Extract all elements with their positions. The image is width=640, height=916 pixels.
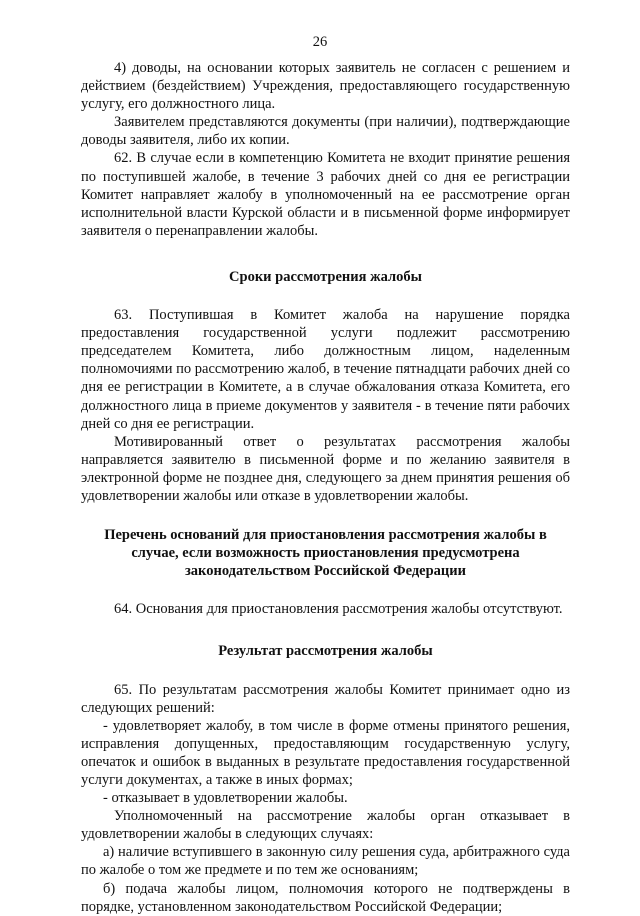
document-body xyxy=(81,59,570,916)
list-item-case-a: а) наличие вступившего в законную силу решения суда, арбитражного суда по жалобе о том же предмете и по тем же основаниям; xyxy=(81,844,570,879)
page-number: 26 xyxy=(312,34,328,50)
paragraph-65: 65. По результатам рассмотрения жалобы Комитет принимает одно из следующих решений: xyxy=(81,681,570,716)
paragraph-refusal-intro: Уполномоченный на рассмотрение жалобы орган отказывает в удовлетворении жалобы в следующих случаях: xyxy=(81,808,570,843)
list-item-satisfy: - удовлетворяет жалобу, в том числе в форме отмены принятого решения, исправления допущенных, предоставляющим государственную услугу, опечаток и ошибок в выданных в результате предоставления государственной услуги документах, а также в иных формах; xyxy=(81,717,570,788)
section-heading-result: Результат рассмотрения жалобы xyxy=(218,643,433,660)
paragraph-item-4: 4) доводы, на основании которых заявитель не согласен с решением и действием (бездействием) Учреждения, предоставляющего государственную услугу, его должностного лица. xyxy=(81,60,570,113)
paragraph-motivated-answer: Мотивированный ответ о результатах рассмотрения жалобы направляется заявителю в письменной форме и по желанию заявителя в электронной форме не позднее дня, следующего за днем принятия решения об удовлетворении жалобы или отказе в удовлетворении жалобы. xyxy=(81,433,570,504)
list-item-case-b: б) подача жалобы лицом, полномочия которого не подтверждены в порядке, установленном законодательством Российской Федерации; xyxy=(81,880,570,915)
heading-line: случае, если возможность приостановления предусмотрена xyxy=(131,545,520,562)
section-heading-terms: Сроки рассмотрения жалобы xyxy=(229,268,422,285)
paragraph-62: 62. В случае если в компетенцию Комитета не входит принятие решения по поступившей жалобе, в течение 3 рабочих дней со дня ее регистрации Комитет направляет жалобу в уполномоченный на ее рассмотрение орган исполнительной власти Курской области и в письменной форме информирует заявителя о перенаправлении жалобы. xyxy=(81,150,570,239)
heading-line: законодательством Российской Федерации xyxy=(184,563,466,580)
section-heading-suspension xyxy=(81,526,570,580)
heading-line: Перечень оснований для приостановления рассмотрения жалобы в xyxy=(104,527,547,544)
paragraph-64: 64. Основания для приостановления рассмотрения жалобы отсутствуют. xyxy=(114,601,563,618)
paragraph-documents: Заявителем представляются документы (при наличии), подтверждающие доводы заявителя, либо их копии. xyxy=(81,114,570,149)
list-item-refuse: - отказывает в удовлетворении жалобы. xyxy=(103,790,348,807)
paragraph-63: 63. Поступившая в Комитет жалоба на нарушение порядка предоставления государственной услуги подлежит рассмотрению председателем Комитета, либо должностным лицом, наделенным полномочиями по рассмотрению жалоб, в течение пятнадцати рабочих дней со дня ее регистрации в Комитете, а в случае обжалования отказа Комитета, его должностного лица в приеме документов у заявителя - в течение пяти рабочих дней со дня ее регистрации. xyxy=(81,307,570,432)
